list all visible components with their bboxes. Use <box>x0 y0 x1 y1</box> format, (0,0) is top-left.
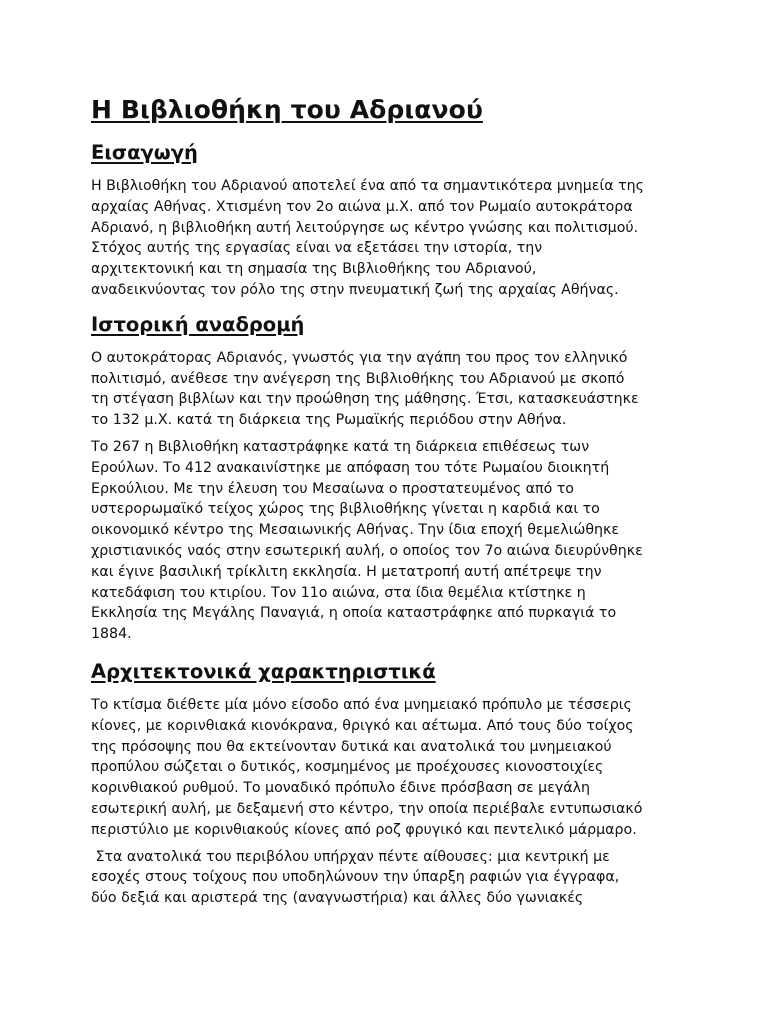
text-line: Στόχος αυτής της εργασίας είναι να εξετάσει την ιστορία, την <box>91 240 543 257</box>
section-heading-introduction: Εισαγωγή <box>91 141 198 164</box>
text-line: Ο αυτοκράτορας Αδριανός, γνωστός για την αγάπη του προς τον ελληνικό <box>91 349 628 366</box>
section-heading-architecture: Αρχιτεκτονικά χαρακτηριστικά <box>91 659 436 683</box>
text-line: πολιτισμό, ανέθεσε την ανέγερση της Βιβλιοθήκης του Αδριανού με σκοπό <box>91 370 625 387</box>
text-line: υστερορωμαϊκό τείχος χώρος της βιβλιοθήκης γίνεται η καρδιά και το <box>91 501 600 518</box>
text-line: κορινθιακού ρυθμού. Το μοναδικό πρόπυλο έδινε πρόσβαση σε μεγάλη <box>91 780 591 797</box>
text-line: το 132 μ.Χ. κατά τη διάρκεια της Ρωμαϊκής περιόδου στην Αθήνα. <box>91 412 567 429</box>
paragraph-history-2 <box>91 437 691 645</box>
paragraph-architecture-2 <box>91 847 691 909</box>
paragraph-introduction <box>91 176 691 301</box>
text-line: Το κτίσμα διέθετε μία μόνο είσοδο από ένα μνημειακό πρόπυλο με τέσσερις <box>91 696 632 713</box>
section-heading-history: Ιστορική αναδρομή <box>91 312 305 336</box>
text-line: αναδεικνύοντας τον ρόλο της στην πνευματική ζωή της αρχαίας Αθήνας. <box>91 281 619 298</box>
text-line: χριστιανικός ναός στην εσωτερική αυλή, ο οποίος τον 7ο αιώνα διευρύνθηκε <box>91 542 643 559</box>
text-line: Ερούλων. Το 412 ανακαινίστηκε με απόφαση του τότε Ρωμαίου διοικητή <box>91 459 610 476</box>
text-line: Η Βιβλιοθήκη του Αδριανού αποτελεί ένα από τα σημαντικότερα μνημεία της <box>91 178 645 194</box>
text-line: κίονες, με κορινθιακά κιονόκρανα, θριγκό και αέτωμα. Από τους δύο τοίχος <box>91 717 634 734</box>
text-line: της πρόσοψης που θα εκτείνονταν δυτικά και ανατολικά του μνημειακού <box>91 738 612 755</box>
text-line: Το 267 η Βιβλιοθήκη καταστράφηκε κατά τη διάρκεια επιθέσεως των <box>91 438 590 455</box>
text-line: περιστύλιο με κορινθιακούς κίονες από ροζ φρυγικό και πεντελικό μάρμαρο. <box>91 821 637 838</box>
text-line: εσωτερική αυλή, με δεξαμενή στο κέντρο, την οποία περιέβαλε εντυπωσιακό <box>91 800 643 817</box>
text-line: οικονομικό κέντρο της Μεσαιωνικής Αθήνας. Την ίδια εποχή θεμελιώθηκε <box>91 522 620 539</box>
text-line: Ερκούλιου. Με την έλευση του Μεσαίωνα ο προστατευμένος από το <box>91 480 574 497</box>
document-page <box>91 92 691 915</box>
text-line: και έγινε βασιλική τρίκλιτη εκκλησία. Η μετατροπή αυτή απέτρεψε την <box>91 563 602 580</box>
paragraph-history-1 <box>91 348 691 431</box>
text-line: κατεδάφιση του κτιρίου. Τον 11ο αιώνα, στα ίδια θεμέλια κτίστηκε η <box>91 584 586 601</box>
paragraph-architecture-1 <box>91 695 691 841</box>
text-line: Εκκλησία της Μεγάλης Παναγιά, η οποία καταστράφηκε από πυρκαγιά το <box>91 605 617 622</box>
text-line: Αδριανό, η βιβλιοθήκη αυτή λειτούργησε ως κέντρο γνώσης και πολιτισμού. <box>91 219 639 236</box>
document-title: Η Βιβλιοθήκη του Αδριανού <box>91 95 483 124</box>
text-line: αρχιτεκτονική και τη σημασία της Βιβλιοθήκης του Αδριανού, <box>91 261 537 278</box>
text-line: δύο δεξιά και αριστερά της (αναγνωστήρια) και άλλες δύο γωνιακές <box>91 890 584 907</box>
text-line: Στα ανατολικά του περιβόλου υπήρχαν πέντε αίθουσες: μια κεντρική με <box>91 848 610 865</box>
text-line: εσοχές στους τοίχους που υποδηλώνουν την ύπαρξη ραφιών για έγγραφα, <box>91 869 620 886</box>
text-line: αρχαίας Αθήνας. Χτισμένη τον 2ο αιώνα μ.Χ. από τον Ρωμαίο αυτοκράτορα <box>91 198 633 215</box>
text-line: τη στέγαση βιβλίων και την προώθηση της μάθησης. Έτσι, κατασκευάστηκε <box>91 391 639 408</box>
text-line: 1884. <box>91 626 132 643</box>
text-line: προπύλου σώζεται ο δυτικός, κοσμημένος με προέχουσες κιονοστοιχίες <box>91 759 604 776</box>
